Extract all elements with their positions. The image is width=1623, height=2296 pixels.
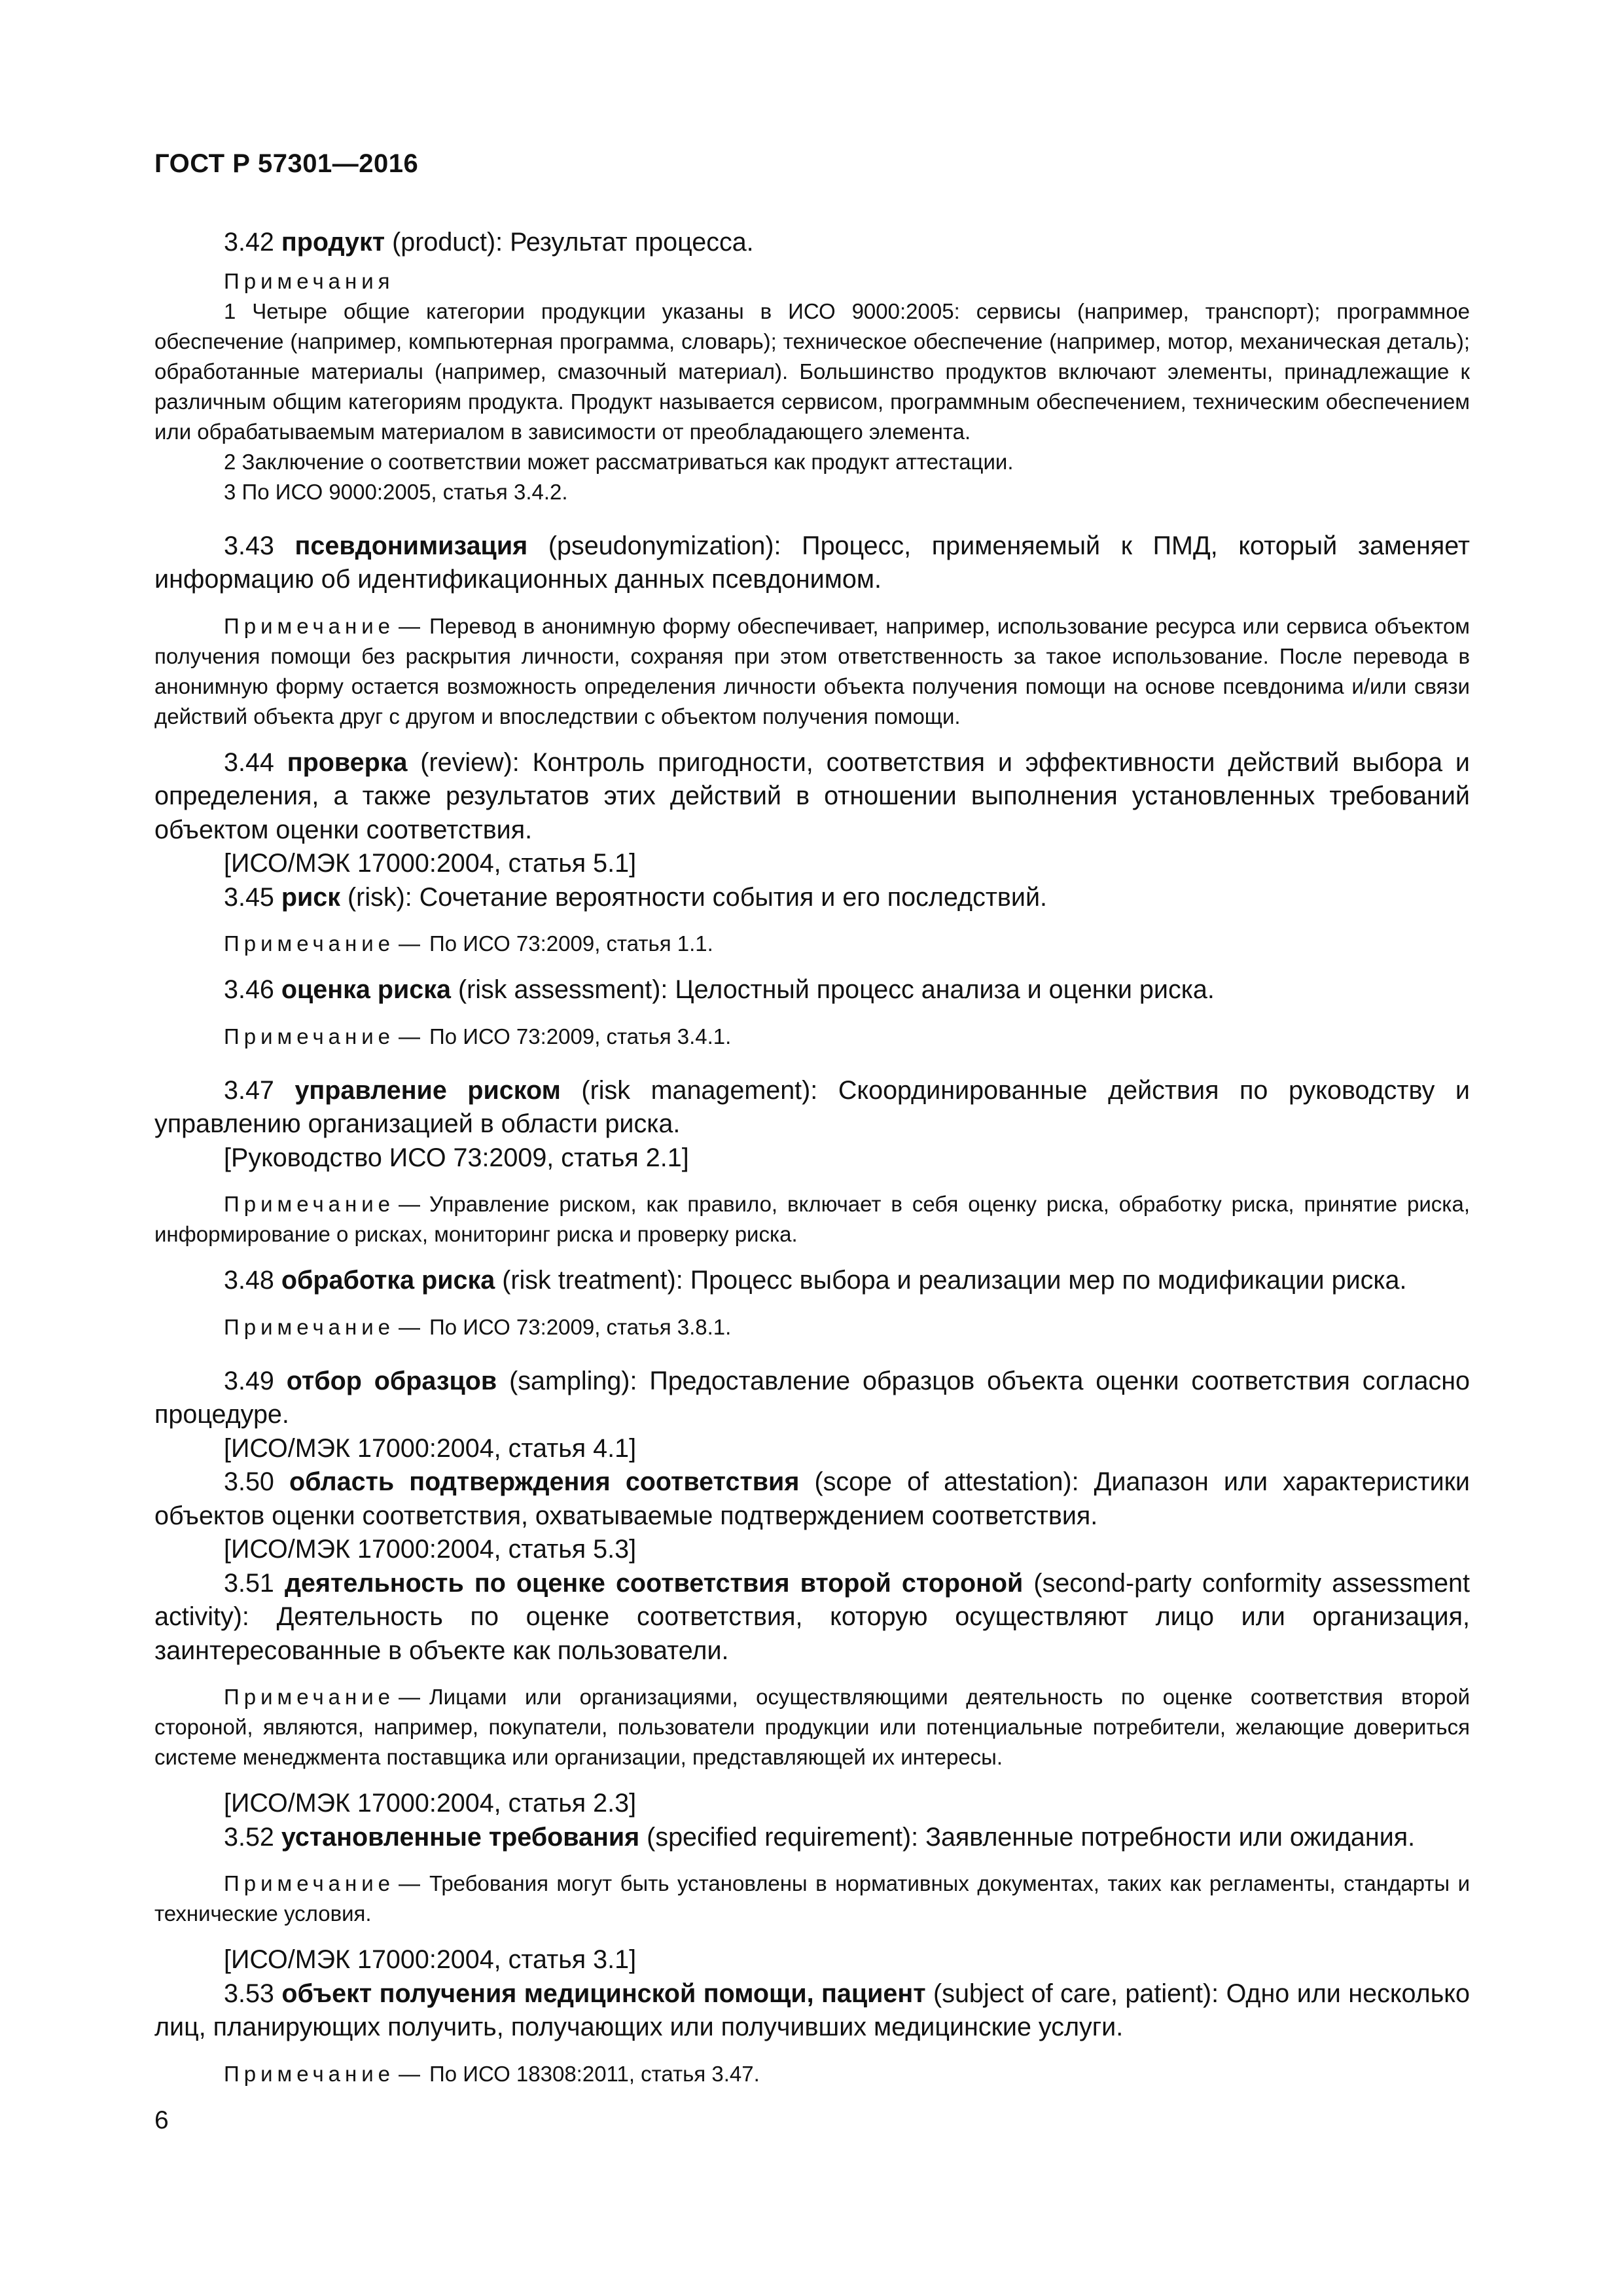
term-english: (subject of care, patient): bbox=[933, 1979, 1219, 2008]
source-reference: [ИСО/МЭК 17000:2004, статья 5.3] bbox=[224, 1535, 637, 1564]
term-number: 3.50 bbox=[224, 1467, 274, 1496]
term-entry-3-47 bbox=[154, 1074, 1470, 1141]
note-label: Примечание bbox=[224, 2061, 395, 2086]
term-definition: Контроль пригодности, соответствия и эффективности действий выбора и определения, а также результатов этих действий в отношении выполнения установленных требований объектом оценки соответствия. bbox=[154, 747, 1470, 844]
note-label: Примечание bbox=[224, 613, 395, 638]
note-text: По ИСО 73:2009, статья 3.4.1. bbox=[429, 1024, 732, 1049]
term-entry-3-50 bbox=[154, 1465, 1470, 1533]
note-label: Примечание bbox=[224, 1314, 395, 1339]
note-item: 2 Заключение о соответствии может рассматриваться как продукт аттестации. bbox=[224, 449, 1014, 474]
term-english: (pseudonymization): bbox=[548, 531, 781, 560]
note-text: Лицами или организациями, осуществляющими деятельность по оценке соответствия второй стороной, являются, например, покупатели, пользователи продукции или потенциальные потребители, желающие довериться системе менеджмента поставщика или организации, представляющей их интересы. bbox=[154, 1685, 1470, 1769]
term-entry-3-49 bbox=[154, 1365, 1470, 1432]
term-entry-3-43 bbox=[154, 529, 1470, 597]
term-definition: Диапазон или характеристики объектов оценки соответствия, охватываемые подтверждением соответствия. bbox=[154, 1467, 1470, 1530]
term-number: 3.52 bbox=[224, 1822, 274, 1852]
term-entry-3-51 bbox=[154, 1567, 1470, 1668]
term-name: деятельность по оценке соответствия второй стороной bbox=[284, 1568, 1024, 1598]
note-label: Примечание bbox=[224, 1685, 395, 1709]
note-dash: — bbox=[399, 2061, 421, 2086]
note-dash: — bbox=[399, 1024, 421, 1049]
source-reference: [ИСО/МЭК 17000:2004, статья 4.1] bbox=[224, 1433, 637, 1463]
term-english: (risk management): bbox=[581, 1075, 818, 1105]
note bbox=[154, 1312, 1470, 1342]
term-name: риск bbox=[281, 882, 341, 912]
term-definition: Сочетание вероятности события и его последствий. bbox=[419, 882, 1048, 912]
source-reference: [ИСО/МЭК 17000:2004, статья 5.1] bbox=[224, 849, 637, 878]
term-english: (risk treatment): bbox=[502, 1266, 683, 1295]
term-name: установленные требования bbox=[281, 1822, 640, 1852]
term-name: отбор образцов bbox=[286, 1366, 497, 1395]
term-number: 3.46 bbox=[224, 975, 274, 1004]
term-definition: Результат процесса. bbox=[510, 228, 754, 257]
term-number: 3.43 bbox=[224, 531, 274, 560]
note bbox=[154, 2059, 1470, 2089]
term-entry-3-52 bbox=[154, 1821, 1470, 1855]
term-english: (review): bbox=[420, 747, 520, 777]
term-english: (specified requirement): bbox=[647, 1822, 919, 1852]
term-english: (risk assessment): bbox=[457, 975, 668, 1004]
note bbox=[154, 611, 1470, 732]
term-name: управление риском bbox=[294, 1075, 561, 1105]
note-dash: — bbox=[399, 1685, 421, 1709]
note-dash: — bbox=[399, 931, 421, 956]
note bbox=[154, 1682, 1470, 1772]
source-reference: [Руководство ИСО 73:2009, статья 2.1] bbox=[224, 1143, 689, 1172]
note-text: По ИСО 18308:2011, статья 3.47. bbox=[429, 2061, 760, 2086]
page-number: 6 bbox=[154, 2106, 169, 2134]
note bbox=[154, 1022, 1470, 1052]
term-number: 3.53 bbox=[224, 1979, 274, 2008]
term-definition: Целостный процесс анализа и оценки риска. bbox=[675, 975, 1215, 1004]
note-text: Требования могут быть установлены в нормативных документах, таких как регламенты, стандарты и технические условия. bbox=[154, 1871, 1470, 1926]
term-english: (risk): bbox=[348, 882, 412, 912]
term-number: 3.47 bbox=[224, 1075, 274, 1105]
term-english: (second-party conformity assessment activity): bbox=[154, 1568, 1470, 1631]
note-text: Управление риском, как правило, включает в себя оценку риска, обработку риска, принятие риска, информирование о рисках, мониторинг риска и проверку риска. bbox=[154, 1192, 1470, 1246]
note-dash: — bbox=[399, 1192, 421, 1216]
note-label: Примечание bbox=[224, 1192, 395, 1216]
note-text: По ИСО 73:2009, статья 3.8.1. bbox=[429, 1314, 732, 1339]
term-number: 3.45 bbox=[224, 882, 274, 912]
term-entry-3-45 bbox=[154, 881, 1470, 915]
term-number: 3.49 bbox=[224, 1366, 274, 1395]
term-definition: Процесс выбора и реализации мер по модификации риска. bbox=[690, 1266, 1407, 1295]
term-definition: Процесс, применяемый к ПМД, который заменяет информацию об идентификационных данных псевдонимом. bbox=[154, 531, 1470, 594]
term-name: область подтверждения соответствия bbox=[289, 1467, 800, 1496]
term-english: (product): bbox=[392, 228, 503, 257]
note-text: По ИСО 73:2009, статья 1.1. bbox=[429, 931, 713, 956]
term-name: проверка bbox=[287, 747, 408, 777]
term-definition: Заявленные потребности или ожидания. bbox=[925, 1822, 1416, 1852]
term-number: 3.48 bbox=[224, 1266, 274, 1295]
note-item: 3 По ИСО 9000:2005, статья 3.4.2. bbox=[224, 479, 568, 504]
note-label: Примечание bbox=[224, 1871, 395, 1895]
note-dash: — bbox=[399, 1314, 421, 1339]
term-entry-3-53 bbox=[154, 1977, 1470, 2045]
term-number: 3.42 bbox=[224, 228, 274, 257]
document-header: ГОСТ Р 57301—2016 bbox=[154, 149, 419, 178]
term-english: (scope of attestation): bbox=[814, 1467, 1079, 1496]
source-reference: [ИСО/МЭК 17000:2004, статья 3.1] bbox=[224, 1945, 637, 1974]
source-reference: [ИСО/МЭК 17000:2004, статья 2.3] bbox=[224, 1789, 637, 1818]
term-definition: Скоординированные действия по руководству и управлению организацией в области риска. bbox=[154, 1075, 1470, 1138]
term-name: оценка риска bbox=[281, 975, 451, 1004]
note-label: Примечание bbox=[224, 931, 395, 956]
notes-label: Примечания bbox=[224, 268, 395, 293]
note bbox=[154, 1189, 1470, 1249]
note bbox=[154, 1869, 1470, 1929]
term-name: псевдонимизация bbox=[294, 531, 528, 560]
note-dash: — bbox=[399, 1871, 421, 1895]
term-name: объект получения медицинской помощи, пациент bbox=[281, 1979, 926, 2008]
note-label: Примечание bbox=[224, 1024, 395, 1049]
term-number: 3.51 bbox=[224, 1568, 274, 1598]
term-number: 3.44 bbox=[224, 747, 274, 777]
term-definition: Предоставление образцов объекта оценки соответствия согласно процедуре. bbox=[154, 1366, 1470, 1429]
term-entry-3-44 bbox=[154, 746, 1470, 848]
document-body bbox=[154, 226, 1470, 2089]
term-definition: Деятельность по оценке соответствия, которую осуществляют лицо или организация, заинтересованные в объекте как пользователи. bbox=[154, 1602, 1470, 1665]
term-definition: Одно или несколько лиц, планирующих получить, получающих или получивших медицинские услуги. bbox=[154, 1979, 1470, 2041]
term-entry-3-42 bbox=[154, 226, 1470, 260]
note-item: 1 Четыре общие категории продукции указаны в ИСО 9000:2005: сервисы (например, транспорт); программное обеспечение (например, компьютерная программа, словарь); техническое обеспечение (например, мотор, механическая деталь); обработанные материалы (например, смазочный материал). Большинство продуктов включают элементы, принадлежащие к различным общим категориям продукта. Продукт называется сервисом, программным обеспечением, техническим обеспечением или обрабатываемым материалом в зависимости от преобладающего элемента. bbox=[154, 298, 1470, 444]
term-english: (sampling): bbox=[509, 1366, 637, 1395]
note-text: Перевод в анонимную форму обеспечивает, например, использование ресурса или сервиса объектом получения помощи без раскрытия личности, сохраняя при этом ответственность за такое использование. После перевода в анонимную форму остается возможность определения личности объекта получения помощи на основе псевдонима и/или связи действий объекта друг с другом и впоследствии с объектом получения помощи. bbox=[154, 613, 1470, 728]
term-name: продукт bbox=[281, 228, 385, 257]
notes-heading bbox=[154, 266, 1470, 296]
note bbox=[154, 929, 1470, 959]
term-entry-3-48 bbox=[154, 1264, 1470, 1298]
term-name: обработка риска bbox=[281, 1266, 495, 1295]
note-dash: — bbox=[399, 613, 421, 638]
term-entry-3-46 bbox=[154, 973, 1470, 1007]
